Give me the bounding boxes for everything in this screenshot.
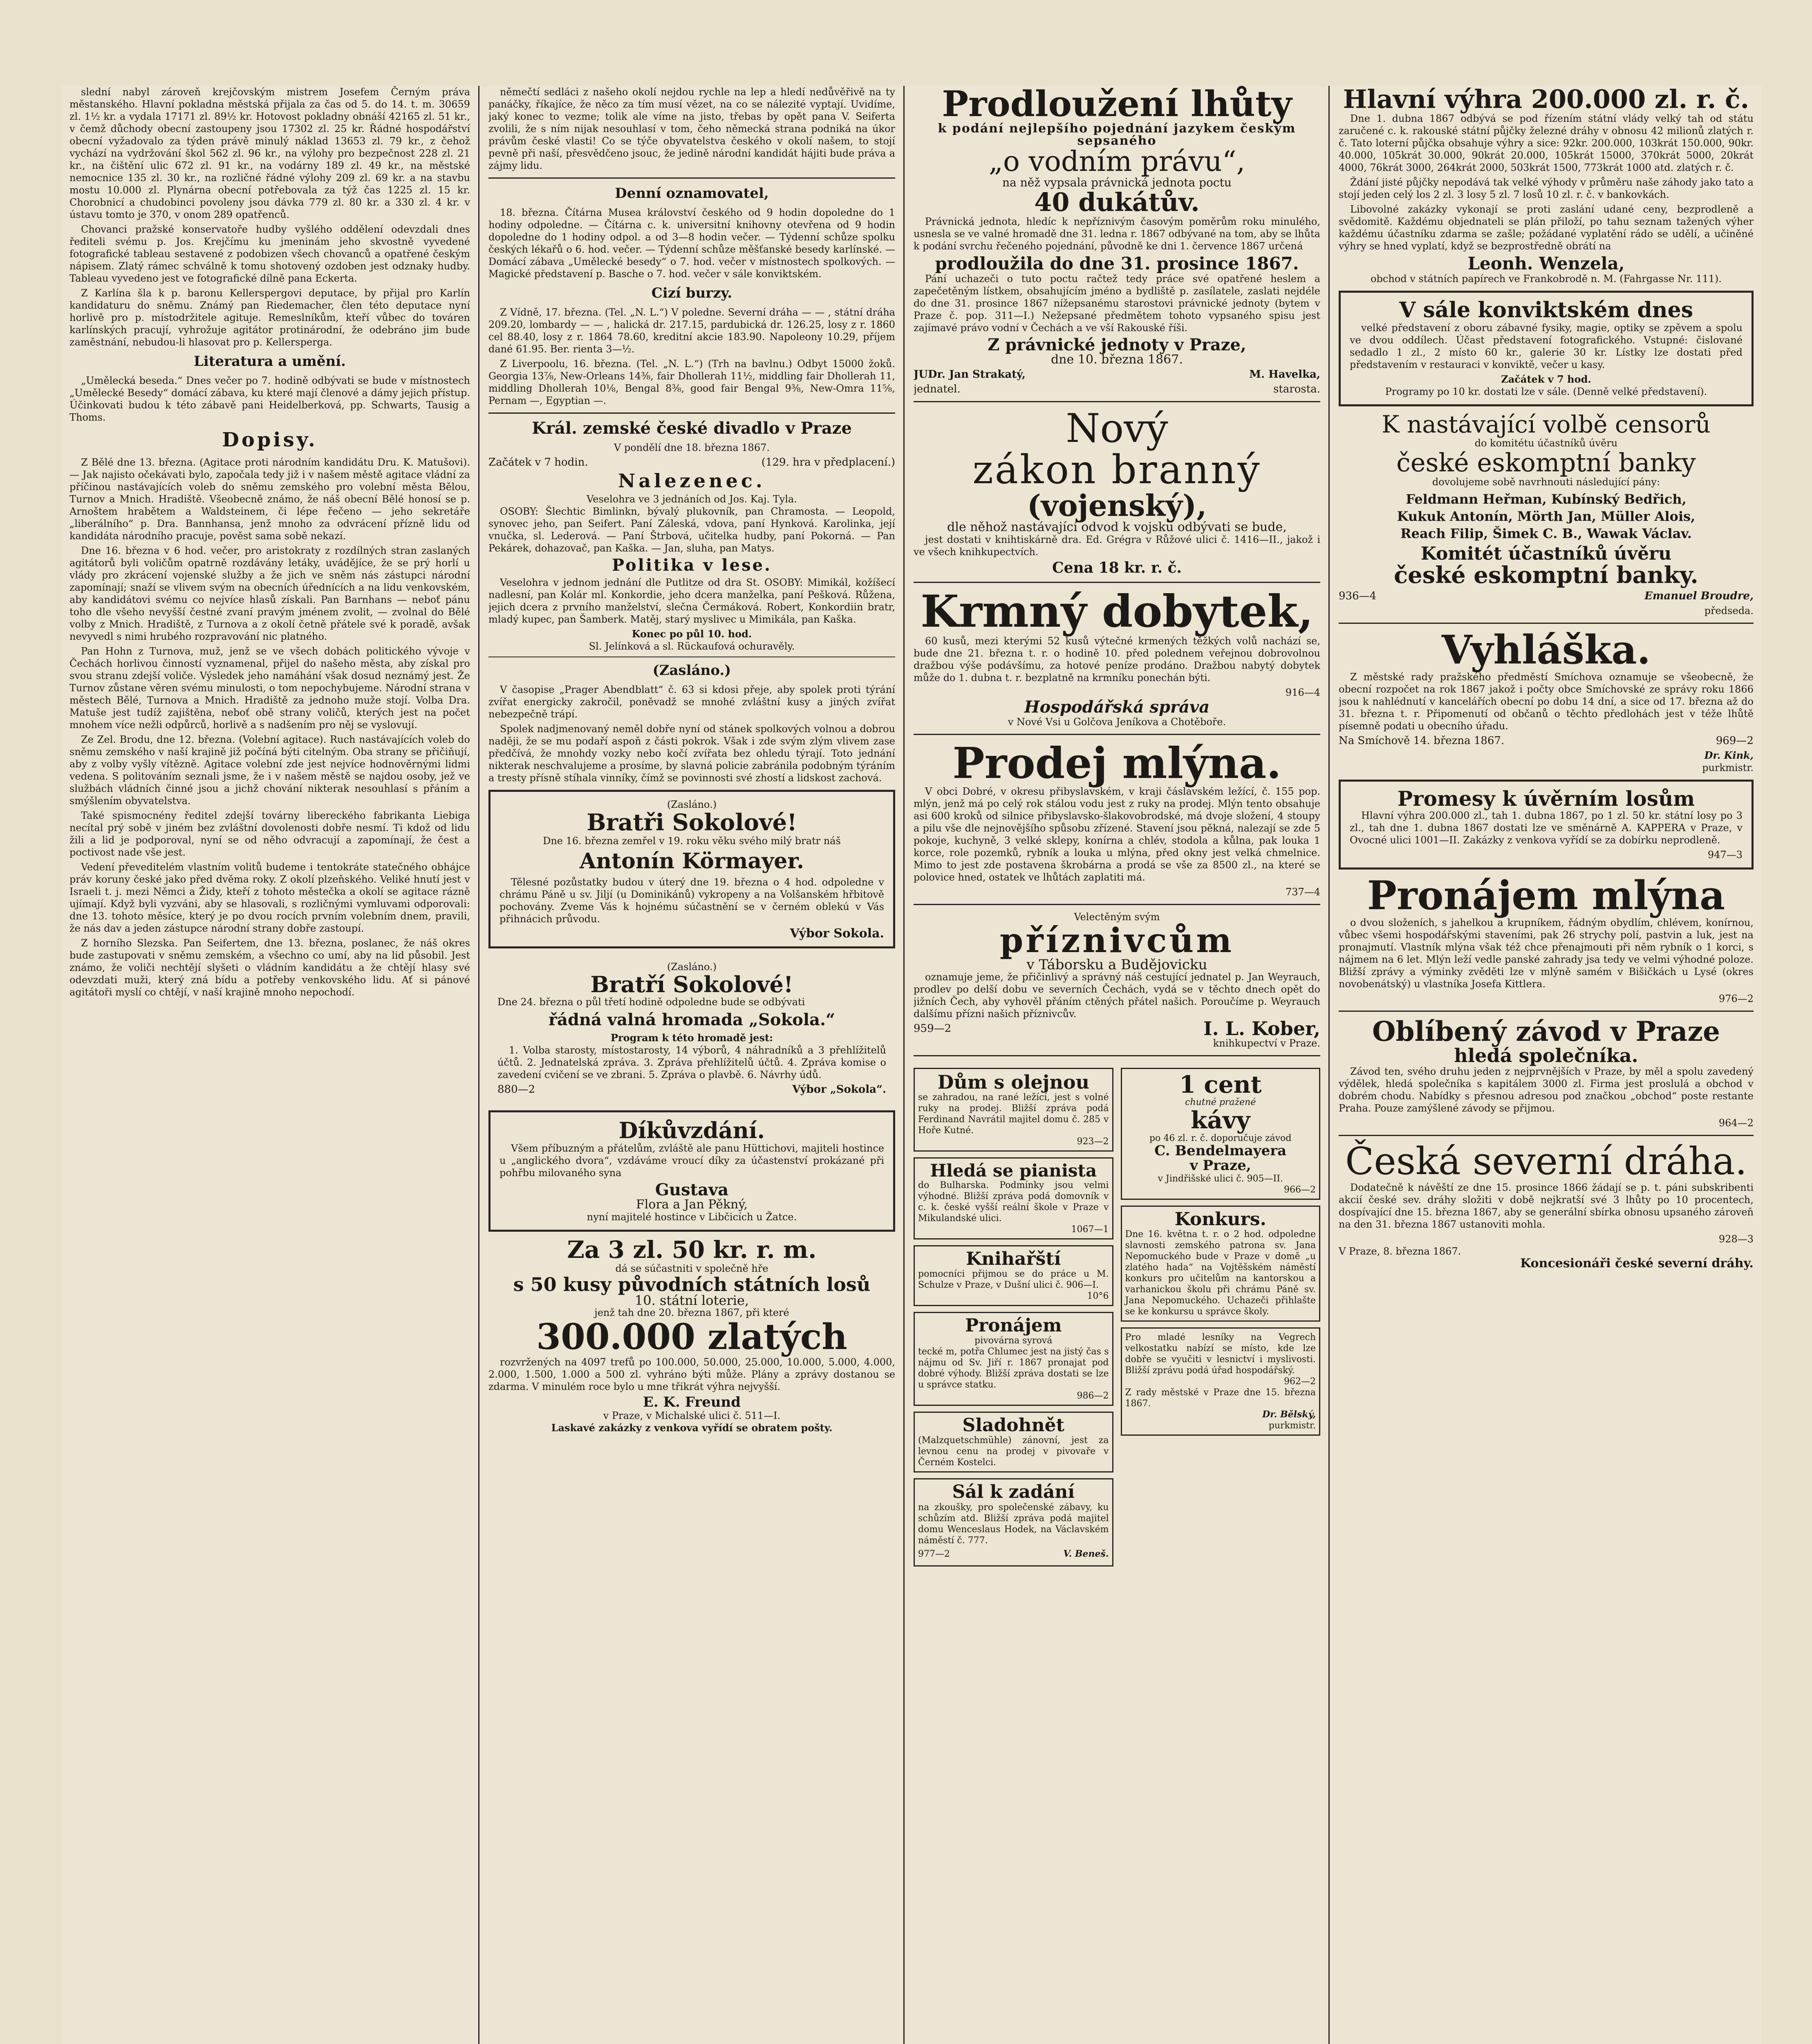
ad-title: Sladohnět	[962, 1415, 1064, 1436]
ad-heading: s 50 kusy původních státních losů	[513, 1273, 871, 1295]
ad-text: Hlavní výhra 200.000 zl., tah 1. dubna 1867, po 1 zl. 50 kr. státní losy po 3 zl., tah dne 1. dubna 1867 dostati lze ve směnárně A. KAPPERA v Praze, v Ovocné ulici 1001—II. Zakázky z venkova vyřídí se za dobírku neprodleně.	[1350, 810, 1743, 846]
ad-text: Z městské rady pražského předměstí Smíchova oznamuje se všeobecně, že obecní rozpočet na rok 1867 jakož i počty obce Smíchovské ze správy roku 1866 jsou k nahlédnutí v kancelářích obecní po dobu 14 dní, a sice od 17. března až do 31. března t. r. Připomenutí od občanů o těchto předlohách jest v téže lhůtě písemně podati u obecního úřadu.	[1339, 671, 1754, 732]
ad-heading: české eskomptní banky.	[1394, 561, 1698, 589]
ad-number: 737—4	[1285, 886, 1320, 898]
theatre-start: Začátek v 7 hodin.	[488, 456, 588, 468]
ad-text: Velectěným svým	[1074, 911, 1160, 923]
ad-subtitle: chutné pražené	[1185, 1097, 1256, 1108]
ad-signature: Výbor Sokola.	[790, 926, 884, 941]
ad-number: 986—2	[1077, 1391, 1109, 1401]
article-text: Také spismocnény ředitel zdejší továrny libereckého fabrikanta Liebiga necítal prý sobě v jiném bez zvláštní dovolenosti dobře nesmí. Ti kdož od lidu žili a lid je podporoval, nyní se od něho odvracují a zapomínají, že čest a poctivost nade vše jest.	[69, 810, 470, 858]
small-ads-grid	[914, 1062, 1320, 1572]
divider	[914, 401, 1320, 402]
ad-text: pomocníci přijmou se do práce u M. Schulze v Praze, v Dušní ulici č. 906—I.	[918, 1269, 1109, 1291]
ad-proclamation	[1339, 626, 1754, 774]
play-subtitle: Veselohra ve 3 jednáních od Jos. Kaj. Tyla.	[587, 493, 797, 505]
ad-title: Oblíbený závod v Praze	[1372, 1015, 1720, 1047]
ad-signature: V. Beneš.	[1063, 1548, 1109, 1559]
ad-livestock	[914, 585, 1320, 728]
ad-role: knihkupectví v Praze.	[1213, 1037, 1320, 1049]
theatre-note: Sl. Jelínková a sl. Rückaufová ochuravěly.	[589, 641, 795, 652]
ad-text: Dodatečně k návěští ze dne 15. prosince 1866 žádají se p. t. páni subskribenti akcií české sev. dráhy složiti v době nejkratší své 3 lhůty po 10 procentech, dospívající dne 15. března 1867, aby se generální sbírka obnosu upsaného zároveň na den 31. března 1867 ustanoviti mohla.	[1339, 1182, 1754, 1230]
theatre-heading: Král. zemské české divadlo v Praze	[532, 419, 852, 438]
ad-number: 923—2	[1077, 1136, 1109, 1147]
divider	[914, 1055, 1320, 1056]
divider	[488, 412, 895, 414]
ad-location: v Praze,	[1189, 1157, 1251, 1174]
ad-role: purkmistr.	[1702, 762, 1754, 773]
ad-amount: 300.000 zlatých	[536, 1316, 847, 1358]
ad-number: 969—2	[1716, 734, 1754, 747]
ad-start: Začátek v 7 hod.	[1501, 373, 1591, 385]
ad-text: dá se súčastniti v společně hře	[615, 1262, 768, 1274]
ad-number: 962—2	[1284, 1376, 1316, 1387]
ad-text: Ždání jisté půjčky nepodává tak velké výhody v průměru naše záhody jako tato a stojí jeden celý los 2 zl. 3 losy 5 zl. 7 losů 10 zl. r. č. v bankovkách.	[1339, 177, 1754, 201]
section-heading: Dopisy.	[222, 428, 318, 451]
ad-text: oznamuje jeme, že přičinlivý a správný náš cestující jednatel p. Jan Weyrauch, prodlev po delší dobu ve severních Čechách, vydá se v těchto dnech opět do jižních Čech, aby vyhověl přáním ctěných přátel našich. Poroučíme p. Weyrauch dalšímu přízni našich příznivcův.	[914, 971, 1320, 1020]
ad-date: dne 10. března 1867.	[1051, 352, 1183, 367]
ad-amount: 40 dukátův.	[1034, 187, 1200, 217]
section-heading: Cizí burzy.	[651, 285, 732, 301]
ad-title: Krmný dobytek,	[921, 585, 1313, 637]
ad-location: v Nové Vsi u Golčova Jeníkova a Chotěboře.	[1008, 716, 1226, 728]
ad-text: 60 kusů, mezi kterými 52 kusů výtečné krmených těžkých volů nachází se, bude dne 21. března t. r. o hodině 10. před polednem veřejnou dobrovolnou dražbou výše podávšímu, za hotové peníze prodáno. Dražbou nabytý dobytek může do 1. dubna t. r. bezplatně na krmníku ponechán býti.	[914, 635, 1320, 684]
ad-title: Bratří Sokolové!	[590, 971, 793, 997]
ad-military-law	[914, 405, 1320, 577]
ad-signature: Flora a Jan Pěkný,	[636, 1197, 748, 1212]
ad-title: Bratři Sokolové!	[587, 809, 797, 836]
ad-title: Promesy k úvěrním losům	[1397, 786, 1695, 811]
section-heading: Denní oznamovatel,	[615, 185, 769, 202]
ad-text: Dne 1. dubna 1867 odbývá se pod řízením státní vlády velký tah od státu zaručené c. k. rakouské státní půjčky železné dráhy v obnosu 42 milionů zlatých r. č. Tato loterní půjčka obsahuje výhry a sice: 92kr. 200.000, 103krát 150.000, 90kr. 40.000, 105krát 30.000, 90krát 20.000, 105krát 15000, 370krát 5000, 20krát 4000, 76krát 3000, 264krát 2000, 503krát 1500, 773krát 1000 atd. zlatých r. č.	[1339, 113, 1754, 174]
ad-number: 10°6	[1087, 1291, 1109, 1302]
article-text: slední nabyl zároveň krejčovským mistrem Josefem Černým práva městanského. Hlavní pokladna městská přijala za čas od 5. do 14. t. m. 30659 zl. 1½ kr. a vydala 17171 zl. 89½ kr. Hotovost pokladny obnáší 42165 zl. 51 kr., v čemž důchody obecní zastoupeny jsou 17302 zl. 25 kr. Řádné hospodářství obecní vyžadovalo za týden právě minulý náklad 13653 zl. 79 kr., z čehož vychází na vydržování škol 562 zl. 96 kr., na výlohy pro bezpečnost 228 zl. 21 kr., na čištění ulic 672 zl. 91 kr., na vodárny 189 zl. 49 kr., na městské nemocnice 135 zl. 30 kr., na rozličné řádné výlohy 209 zl. 69 kr. a na stavbu mostu 10.000 zl. Plynárna obecní potřebovala za týž čas 1225 zl. 15 kr. Chorobnicí a chudobinci povoleny jsou dávka 779 zl. 80 kr. a 330 zl. 4 kr. v ústavu tomto je 370, v onom 289 opatřenců.	[69, 86, 470, 220]
ad-subtitle: hledá společníka.	[1454, 1044, 1638, 1067]
signature: M. Havelka,	[1249, 368, 1320, 381]
article-text: Z horního Slezska. Pan Seifertem, dne 13. března, poslanec, že náš okres bude zastupovati v sněmu zemském, a všechno co umí, aby na lid působil. Jest známo, že voliči nechtějí slyšeti o vládním kandidátu a že chtějí hlasy své odevzdati muži, který zná bídu a potřeby venkovského lidu. Ať si pánové agitátoři myslí co chtějí, v naší krajině mnoho nepochodí.	[69, 937, 470, 998]
ad-title: Nový	[1066, 405, 1168, 451]
column-1	[69, 86, 470, 2044]
ad-number: 959—2	[914, 1022, 952, 1035]
ad-address: obchod v státních papírech ve Frankobrodě n. M. (Fahrgasse Nr. 111).	[1371, 273, 1722, 285]
ad-box-konvikt	[1339, 291, 1754, 406]
ad-signature: Emanuel Broudre,	[1644, 589, 1754, 602]
article-text: Ze Zel. Brodu, dne 12. března. (Volební agitace). Ruch nastávajících voleb do sněmu zemského v naší krajině již počíná býti citelným. Oba strany se přičiňují, aby z volby vyšly vítězně. Agitace volební zde jest nejvíce hodnověrnými lidmi vedena. S politováním seznali jsme, že i v našem městě se najdou osoby, jež ve službách vládních činné jsou a jichž chování nikterak nesouhlasí s přáním a smýšlením obyvatelstva.	[69, 734, 470, 807]
ad-subtitle: v Táborsku a Budějovicku	[1026, 956, 1207, 973]
ad-title: 1 cent	[1179, 1070, 1262, 1098]
article-text: Z Karlína šla k p. baronu Kellerspergovi deputace, by přijal pro Karlín kandidaturu do sněmu. Známý pan Riedemacher, člen této deputace nyní horlivě pro p. místodržitele agituje. Remeslníkům, kteří vůbec do továren karlínských pracují, vyhrožuje agitátor protinárodní, že odebráno jim bude zaměstnání, nebudou-li hlasovat pro p. Kellersperga.	[69, 287, 470, 348]
ad-text: o dvou složeních, s jahelkou a krupníkem, řádným obydlím, chlévem, konírnou, vůbec všemi hospodářskými staveními, pak 26 strychy polí, pastvin a luk, jest na pronajmutí. Vlastník mlýna však též chce přenajmouti při něm rybník o 1 korci, s nájmem na 6 let. Mlýn leží vedle panské zahrady jsa tedy ve velmi výhodné poloze. Bližší zprávy a výminky zvěděti lze v mlýně samém v Bišičkách u Lysé (okres novobenátský) u vlastníka Josefa Kittlera.	[1339, 917, 1754, 990]
box-label: (Zasláno.)	[667, 961, 717, 973]
ad-date: Z rady městské v Praze dne 15. března 1867.	[1125, 1387, 1316, 1409]
theatre-sub: (129. hra v předplacení.)	[761, 456, 895, 468]
deceased-name: Antonín Körmayer.	[579, 849, 804, 874]
ad-number: 936—4	[1339, 589, 1377, 602]
play-title: Politika v lese.	[611, 556, 772, 575]
ad-partner	[1339, 1015, 1754, 1130]
ad-text: po 46 zl. r. č. doporučuje závod	[1149, 1133, 1292, 1144]
divider	[914, 904, 1320, 905]
ad-number: 916—4	[1285, 687, 1320, 699]
ad-signature: Dr. Bělský,	[1262, 1409, 1316, 1420]
candidate-list: Feldmann Heřman, Kubínský Bedřich, Kukuk Antonín, Mörth Jan, Müller Alois, Reach Filip, Šimek C. B., Wawak Václav.	[1397, 491, 1696, 541]
ad-title: kávy	[1191, 1106, 1250, 1134]
column-rule	[1328, 86, 1330, 2044]
divider	[488, 177, 895, 179]
section-heading: (Zasláno.)	[652, 662, 731, 679]
ad-text: jenž tah dne 20. března 1867, při které	[594, 1307, 789, 1319]
ad-title: Pronájem	[965, 1315, 1062, 1336]
ad-title: Dům s olejnou	[937, 1071, 1090, 1093]
ad-signature: Výbor „Sokola“.	[792, 1083, 886, 1096]
ad-role: purkmistr.	[1268, 1420, 1316, 1431]
ad-text: Dne 16. března zemřel v 19. roku věku svého milý bratr náš	[543, 835, 841, 847]
article-text: Vedení převeditelém vlastním volitů budeme i tentokráte statečného obhájce práv koruny české jako před dvěma roky. Z okolí plzeňského. Veliké hnutí jest v Israeli t. j. mezi Němci a Židy, kteří z tohoto městečka a okolí se agitace rázně ujímají. Když byli vyzváni, aby se hlasovali, s rozličnými vymluvami odporovali: dne 13. tohoto měsíce, který je po dvou rocích prvním volebním dnem, pravili, že nás dav a jeden zástupce národní strany dobře zastoupí.	[69, 861, 470, 934]
ad-text: (Malzquetschmühle) zánovní, jest za levnou cenu na prodej v pivovaře v Černém Kostelci.	[918, 1435, 1109, 1468]
article-text: Pan Hohn z Turnova, muž, jenž se ve všech dobách politického vývoje v Čechách horlivou činností vyznamenal, přijel do našeho města, aby získal pro svou stranu zdejší voliče. Výsledek jeho namáhání však dosud neznámý jest. Že Turnov zůstane věren svému minulosti, o tom nepochybujeme. Národní strana v městech Bělé, Turnova a Mnich. Hradiště za jednoho muže stojí. Volba Dra. Matuše jest tudíž zajištěna, neboť obě strany voličů, kterých jest na počet mnohem více nežli odpůrců, horlivě a s nadšením pro něj se vyslovují.	[69, 645, 470, 731]
ad-title: Prodej mlýna.	[952, 738, 1281, 789]
ad-text: Všem příbuzným a přátelům, zvláště ale panu Hüttichovi, majiteli hostince u „anglického dvora“, vzdáváme vroucí díky za účastenství prokázané při pohřbu milovaného syna	[499, 1143, 884, 1179]
play-title: Nalezenec.	[618, 470, 766, 492]
ad-text: velké představení z oboru zábavné fysiky, magie, optiky se zpěvem a spolu ve dvou oddílech. Účast představení fotografického. Vstupné: čislované sedadlo 1 zl., 2 místo 60 kr., galerie 30 kr. Lístky lze dostati před představením v restauraci v konviktě, večer u kasy.	[1350, 322, 1743, 370]
ad-text: do Bulharska. Podmínky jsou velmi výhodné. Bližší zpráva podá domovník v c. k. české vyšší reální škole v Praze v Mikulandské ulici.	[918, 1180, 1109, 1224]
divider	[1339, 1011, 1754, 1012]
ad-firm: I. L. Kober,	[1203, 1017, 1320, 1040]
ad-firm: Hospodářská správa	[1024, 697, 1210, 717]
divider	[914, 734, 1320, 735]
ad-number: 977—2	[918, 1549, 950, 1559]
ad-firm: E. K. Freund	[643, 1394, 741, 1410]
ad-title: Hledá se pianista	[930, 1160, 1097, 1181]
ad-text: Dne 16. května t. r. o 2 hod. odpoledne slavnosti zemského patrona sv. Jana Nepomuckého bude v Praze v domě „u zlatého hada“ na Vojtěšském náměstí konkurs pro učitelům na kantorskou a varhanickou školu při chrámu Páně sv. Jana Nepomuckého. Uchazeči přihlašte se ke konkursu u správce školy.	[1125, 1229, 1316, 1317]
ad-text: Tělesné pozůstatky budou v úterý dne 19. března o 4 hod. odpoledne v chrámu Páně u sv. Jiljí (u Dominikánů) vykropeny a na Volšanském hřbitově pochovány. Zveme Vás k hojnému súčastnění se v černém oblekú v Vás přihnácich průvodu.	[499, 876, 884, 925]
ad-number: 947—3	[1707, 849, 1743, 861]
ad-railway	[1339, 1139, 1754, 1271]
divider	[1339, 623, 1754, 624]
ad-heading: české eskomptní banky	[1396, 447, 1696, 477]
ad-title: Prodloužení lhůty	[942, 86, 1292, 125]
theatre-end: Konec po půl 10. hod.	[632, 628, 752, 640]
ad-subtitle: do komitétu účastníků úvěru	[1474, 437, 1618, 449]
ad-date: V Praze, 8. března 1867.	[1339, 1246, 1461, 1257]
ad-title: Hlavní výhra 200.000 zl. r. č.	[1343, 86, 1749, 114]
article-text: Z Liverpoolu, 16. března. (Tel. „N. L.“) (Trh na bavlnu.) Odbyt 15000 žoků. Georgia 13⅞, New-Orleans 14⅜, fair Dhollerah 11½, middling fair Dhollerah 11, middling Dhollerah 10⅛, Bengal 8⅜, good fair Bengal 9⅜, New-Omra 11⅝, Pernam —, Egyptian —.	[488, 358, 895, 406]
article-text: „Umělecká beseda.“ Dnes večer po 7. hodině odbývati se bude v místnostech „Umělecké Besedy“ domácí zábava, ku které mají členové a dámy jejich přístup. Účinkovati budou k této zábavě pani Heidelberková, pp. Schwarts, Tausig a Thoms.	[69, 375, 470, 423]
ad-number: 966—2	[1284, 1184, 1316, 1195]
cast-list: Veselohra v jednom jednání dle Putlitze od dra St. OSOBY: Mimikál, kožíšecí nadlesní, pan Kolár ml. Konkordie, jeho dcera manželka, paní Pešková. Růžena, jejich dcera z prvního manželství, slečna Čermáková. Robert, Konkordiin bratr, mladý kupec, pan Šamberk. Matěj, starý myslivec u Mimikála, pan Kaška.	[488, 577, 895, 625]
ad-title: V sále konviktském dnes	[1399, 298, 1693, 323]
column-rule	[478, 86, 479, 2044]
article-text: Spolek nadjmenovaný neměl dobře nyní od stánek spolkových volnou a dobrou naději, že se mu podaří aspoň z části pokrok. Však i zde svým zlým vlivem zase předčívá, že mnohdy vozky nebo kočí zvířata bez ohledu týrají. Toto jednání nikterak neschvalujeme a prosíme, by slavná policie zabránila podobným týráním a tresty přísně stíhala vinníky, čímž se povinnosti své zhostí a lidskost zachová.	[488, 723, 895, 784]
ad-text: Pání uchazeči o tuto poctu račtež tedy práce své opatřené heslem a zapečetěným lístkem, obsahujícím jméno a bydliště p. zasílatele, zaslati nejdéle do dne 31. prosince 1867 nížepsanému starostovi právnické jednoty (bytem v Praze č. pop. 311—I.) Nežepsané předmětem tohoto vypsaného spisu jest zajímavé právo vodní v Čechách a ve vší Rakouské říši.	[914, 273, 1320, 334]
ad-number: 976—2	[1718, 993, 1754, 1004]
column-rule	[903, 86, 905, 2044]
ad-title: Díkůvzdání.	[618, 1117, 765, 1144]
signature: JUDr. Jan Strakatý,	[914, 368, 1026, 381]
ad-box-thanks	[488, 1110, 895, 1232]
ad-text: na zkoušky, pro společenské zábavy, ku schůzím atd. Bližší zpráva podá majitel domu Wenceslaus Hodek, na Václavském náměstí č. 777.	[918, 1502, 1109, 1546]
column-2	[488, 86, 895, 2044]
column-4	[1339, 86, 1754, 2044]
ad-text: 10. státní loterie,	[634, 1293, 749, 1309]
article-text: Z Vídně, 17. března. (Tel. „N. L.“) V poledne. Severní dráha — — , státní dráha 209.20, lombardy — — , halická dr. 217.15, pardubická dr. 126.25, losy z r. 1860 cel 88.40, losy z r. 1864 78.60, kreditní akcie 183.90. Napoleony 10.29, příjem dané 61.95. Ber. rienta 3—½.	[488, 307, 895, 355]
ad-subtitle: k podání nejlepšího pojednání jazykem českým sepsaného	[938, 121, 1296, 148]
ad-text: Libovolné zakázky vykonají se proti zaslání udané ceny, bezprodleně a svědomitě. Každému objednateli se plán přiloží, po tahu seznam tažených výher každému účastníku zdarma se zašle; požádané vyplatění rádo se udělí, a učiněné výhry se hned vyplatí, když se bezprostředně obrátí na	[1339, 204, 1754, 252]
ad-text: Závod ten, svého druhu jeden z nejprvnějších v Praze, by měl a spolu zavedený výdělek, hledá společníka s kapitálem 3000 zl. Firma jest proslulá a obchod v dobrém chodu. Nabídky s přesnou adresou pod značkou „obchod“ poste restante Praha. Pouze zamýšlené závody se přijmou.	[1339, 1066, 1754, 1114]
ad-text: Pro mladé lesníky na Vegrech velkostatku nabízí se místo, kde lze dobře se vyučiti v lesnictví i myslivosti. Bližší zprávu podá úřad hospodářský.	[1125, 1332, 1316, 1376]
ad-text: se zahradou, na rané ležící, jest s volné ruky na prodej. Bližší zpráva podá Ferdinand Navrátil majitel domu č. 285 v Hoře Kutné.	[918, 1092, 1109, 1136]
article-text: V časopise „Prager Abendblatt“ č. 63 si kdosi přeje, aby spolek proti týrání zvířat energicky zakročil, poněvadž se mnohé zvláštní kusy a jiných zvířat nebezpečně trápí.	[488, 684, 895, 720]
ad-location: v Praze, v Michalské ulici č. 511—I.	[603, 1410, 781, 1422]
ad-text: tecké m, potřa Chlumec jest na jistý čas s nájmu od Sv. Jiří r. 1867 pronajat pod dobré výhody. Bližší zpráva dostati se lze u správce statku.	[918, 1347, 1109, 1390]
ad-text: rozvržených na 4097 trefů po 100.000, 50.000, 25.000, 10.000, 5.000, 4.000, 2.000, 1.500, 1.000 a 500 zl. vyhráno býti může. Plány a zprávy dostanou se zdarma. V minulém roce bylo u mne třikrát výhra nejvyšší.	[488, 1356, 895, 1392]
ad-title: Konkurs.	[1174, 1208, 1266, 1230]
ad-note: Programy po 10 kr. dostati lze v sále. (Denně velké představení).	[1385, 385, 1707, 397]
ad-text: dovolujeme sobě navrhnouti následující pány:	[1432, 476, 1660, 488]
ad-title: Česká severní dráha.	[1345, 1139, 1747, 1183]
divider	[1339, 1135, 1754, 1136]
signature-role: jednatel.	[914, 383, 961, 395]
ad-lottery-main	[1339, 86, 1754, 285]
ad-place: Z právnické jednoty v Praze,	[988, 335, 1246, 354]
newspaper-page	[61, 86, 1762, 2044]
ad-signature: Koncesionáři české severní dráhy.	[1520, 1256, 1754, 1271]
ad-date: Na Smíchově 14. března 1867.	[1339, 734, 1505, 747]
ad-title: zákon branný	[972, 446, 1261, 493]
ad-mill-lease	[1339, 872, 1754, 1005]
ad-title: Knihařští	[966, 1248, 1061, 1269]
ad-subheading: Program k této hromadě jest:	[610, 1032, 773, 1044]
signature-role: starosta.	[1273, 383, 1320, 395]
ad-heading: řádná valná hromada „Sokola.“	[548, 1010, 835, 1030]
cast-list: OSOBY: Šlechtic Bimlinkn, bývalý plukovník, pan Chramosta. — Leopold, synovec jeho, pan Seifert. Paní Záleská, vdova, paní Hynková. Karolinka, její vnučka, sl. Lederová. — Paní Štrbová, učitelka hudby, paní Pokorná. — Pan Pekárek, dohazovač, pan Kaška. — Jan, sluha, pan Matys.	[488, 506, 895, 554]
ad-name: Gustava	[655, 1180, 729, 1200]
ad-title: příznivcům	[1000, 921, 1234, 961]
ad-text: jest dostati v knihtiskárně dra. Ed. Grégra v Růžové ulici č. 1416—II., jakož i ve všech knihkupectvích.	[914, 534, 1320, 558]
ad-text: 1. Volba starosty, místostarosty, 14 výborů, 4 náhradníků a 3 přehlížitelů účtů. 2. Jednatelská zpráva. 3. Zpráva přehlížitelů účtů. 4. Zpráva komise o zavedení cvičení se ve zbrani. 5. Zpráva o plavbě. 6. Návrhy údů.	[497, 1044, 886, 1081]
ad-number: 928—3	[1718, 1233, 1754, 1245]
ad-box-sokol-funeral	[488, 790, 895, 948]
article-text: Chovanci pražské konservatoře hudby vyšlého oddělení odevzdali dnes řediteli svému p. Jos. Krejčímu ku jmeninám jeho skvostně vyvedené fotografické tableau sestavené z podobizen všech chovanců a opatřené českým nápisem. Zlatý rámec schválně k tomu shotovený ozdoben jest odznaky hudby. Tableau vyvedeno jest ve fotografické dílně pana Eckerta.	[69, 224, 470, 284]
ad-text: Dne 24. března o půl třetí hodině odpoledne bude se odbývati	[497, 996, 805, 1008]
ad-box-promises	[1339, 780, 1754, 870]
ad-heading: „o vodním právu“,	[988, 146, 1245, 178]
ad-heading: prodloužila do dne 31. prosince 1867.	[935, 253, 1299, 273]
ad-title: Vyhláška.	[1441, 626, 1651, 673]
article-text: Dne 16. března v 6 hod. večer, pro aristokraty z rozdílných stran zaslaných agitátorů byli voličům opatrně rozdávány letáky, uvádějíce, že se prý horlí u vlády pro zkrácení vojenské služby a že jich ve sněm nás zástupci národní zapomínají; snaží se vlivem svým na obecních úřednících a na lidu venkovském, aby kandidátovi svému co nejvíce hlasů získali. Pan Barnhans — neboť pánu toho dle všeho nevyšší čestné zvaní pravým jménem zvolit, — zvolnal do Bělé volby z Mnich. Hradiště, z Turnova a z okolí četně přátele své k poradě, avšak nevyvedl s nimi hrubého rozpravování nic platného.	[69, 545, 470, 642]
ad-box-sokol-meeting	[488, 954, 895, 1105]
ad-signature: Dr. Kink,	[1704, 749, 1754, 761]
ad-price: Cena 18 kr. r. č.	[1052, 559, 1182, 577]
box-label: (Zasláno.)	[667, 799, 717, 811]
ad-number: 880—2	[497, 1083, 535, 1096]
ad-mill-sale	[914, 738, 1320, 898]
ad-heading: Komitét účastníků úvěru	[1420, 543, 1672, 564]
ad-text: Právnická jednota, hledíc k nepříznivým časovým poměrům roku minulého, usnesla se ve valné hromadě dne 31. ledna r. 1867 odbývané na tom, aby se lhůta k podání svrchu řečeného pojednání, původně ke dni 1. července 1867 určená	[914, 215, 1320, 252]
ad-firm: C. Bendelmayera	[1154, 1143, 1287, 1159]
ad-text: V obci Dobré, v okresu přibyslavském, v kraji čáslavském ležící, č. 155 pop. mlýn, jenž má po celý rok stálou vodu jest z ruky na prodej. Mlýn tento obsahuje asi 600 kroků od silnice přibyslavsko-šlakovobrodské, má dvoje složení, 4 stoupy a pilu vše dle nejnovějšího spůsobu zřízené. Stavení jsou pěkná, nalezají se zde 5 pokoje, kuchyně, 3 velké sklepy, konírna a chlév, stodola a kůlna, pak louka 1 korce, role pozemků, rybník a louka u mlýna, před okny jest velká chmelnice. Mimo to jest zde postavena škrobárna a prodá se vše za 8500 zl., na které se polovice hned, ostatek ve lhůtách zaplatiti má.	[914, 786, 1320, 883]
section-heading: Literatura a umění.	[194, 353, 346, 370]
ad-firm: Leonh. Wenzela,	[1467, 253, 1625, 274]
divider	[914, 582, 1320, 583]
theatre-date: V pondělí dne 18. března 1867.	[614, 442, 770, 453]
article-text: němečtí sedláci z našeho okolí nejdou rychle na lep a hledí nedůvěřivě na ty panáčky, říkajíce, že něco za tím musí vězet, na co se nálezité vyptají. Uvidíme, jaký konec to vezme; tolik ale víme na jisto, třebas by opět pana V. Seiferta zvolili, že s ním nijak nesouhlasí v tom, čeho německá strana podniká na úkor právům české vlasti! Co se týče obyvatelstva českého v okolí našem, to stojí pevně při naší, přesvědčeno jsouc, že jedině národní kandidát hájiti bude práva a zájmy lidu.	[488, 86, 895, 171]
ad-patrons	[914, 911, 1320, 1049]
article-text: 18. března. Čítárna Musea království českého od 9 hodin dopoledne do 1 hodiny odpoledne. — Čítárna c. k. universitní knihovny otevřena od 9 hodin dopoledne do 1 hodiny odpol. a od 3—8 hodin večer. — Týdenní schůze spolku českých lékařů o 6. hod. večer. — Týdenní schůze měšťanské besedy karlínské. — Domácí zábava „Umělecké besedy“ o 7. hod. večer v místnostech spolkových. — Magické představení p. Basche o 7. hod. večer v sále konviktském.	[488, 207, 895, 280]
ad-subtitle: dle něhož nastávající odvod k vojsku odbývati se bude,	[947, 520, 1287, 535]
ad-location: nyní majitelé hostince v Libčicích u Žatce.	[587, 1211, 797, 1223]
ad-address: v Jindřišské ulici č. 905—II.	[1158, 1173, 1283, 1184]
ad-role: předseda.	[1704, 605, 1754, 616]
ad-title: Za 3 zl. 50 kr. r. m.	[567, 1236, 817, 1264]
article-text: Z Bělé dne 13. března. (Agitace proti národním kandidátu Dru. K. Matušovi). — Jak najisto očekávati bylo, započala tedy již i v našem městě agitace vládní za příčinou nastávajících voleb do sněmu zemského pro volební města Bělou, Turnov a Mnich. Hradiště. Všeobecně známo, že náš obecní Bělé honosí se p. Arnoštem hrabětem a Waldsteinem, či lépe řečeno — jeho sekretáře „liberálního“ p. Dra. Bannhansa, jenž mnoho za odvrácení přízně lidu od kandidáta národního pracuje, pověst sama sobě nekazí.	[69, 457, 470, 542]
ad-title: Pronájem mlýna	[1367, 872, 1725, 919]
ad-title: (vojenský),	[1027, 488, 1207, 523]
ad-note: Laskavé zakázky z venkova vyřídí se obratem pošty.	[551, 1422, 833, 1434]
ad-title: K nastávající volbě censorů	[1382, 410, 1711, 438]
ad-number: 1067—1	[1071, 1224, 1109, 1235]
ad-number: 964—2	[1718, 1117, 1754, 1129]
ad-text: na něž vypsala právnická jednota poctu	[1002, 175, 1232, 189]
ad-title: Sál k zadání	[952, 1481, 1075, 1503]
ad-censors	[1339, 412, 1754, 617]
ad-extension	[914, 86, 1320, 395]
column-3	[914, 86, 1320, 2044]
ad-lottery	[488, 1237, 895, 1434]
ad-subtitle: pivovárna syrová	[974, 1336, 1053, 1346]
